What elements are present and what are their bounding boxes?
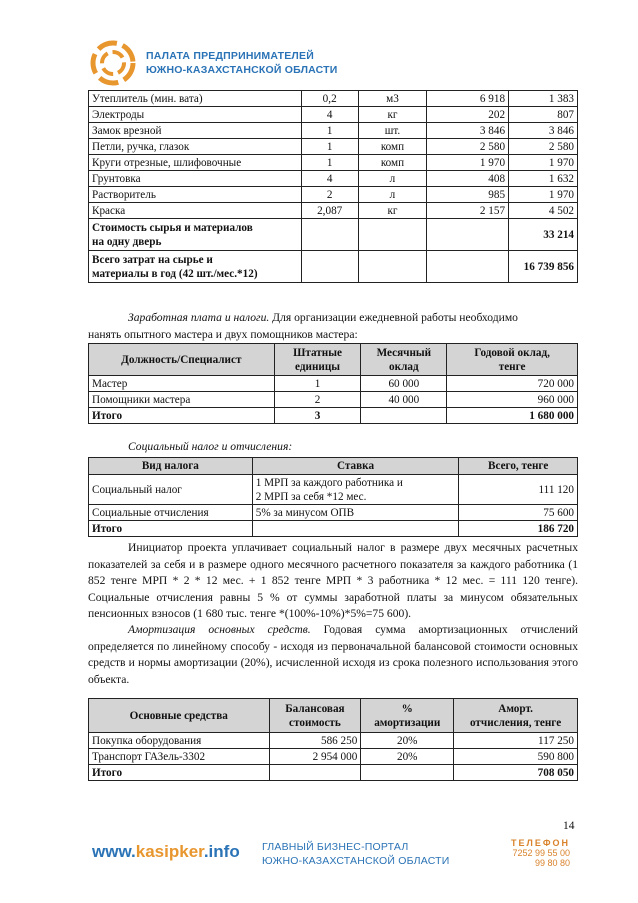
assets-total-cell — [361, 765, 454, 781]
table-row — [89, 392, 578, 408]
chamber-logo-icon — [90, 40, 136, 86]
footer-phone-1: 7252 99 55 00 — [512, 848, 570, 858]
assets-total-cell — [269, 765, 361, 781]
materials-cell: 1 383 — [509, 91, 578, 107]
materials-cell: 1 — [301, 155, 358, 171]
materials-cell: Электроды — [89, 107, 302, 123]
materials-cell: 3 846 — [427, 123, 509, 139]
materials-cell: 807 — [509, 107, 578, 123]
tax-header-rate: Ставка — [252, 458, 459, 475]
table-row — [89, 187, 578, 203]
table-row — [89, 749, 578, 765]
materials-cell: 2 580 — [509, 139, 578, 155]
materials-cell: кг — [358, 203, 427, 219]
tax-row1-name: Социальный налог — [89, 475, 253, 505]
footer-phone — [470, 838, 570, 868]
tax-row1-rate: 1 МРП за каждого работника и 2 МРП за себя *12 мес. — [252, 475, 459, 505]
materials-cell: 6 918 — [427, 91, 509, 107]
materials-total-year-empty — [358, 251, 427, 283]
amortization-italic: Амортизация основных средств. — [128, 623, 311, 636]
assets-table — [88, 698, 578, 781]
materials-total-year-label-l1: Всего затрат на сырье и — [92, 253, 213, 266]
footer-portal-line2: ЮЖНО-КАЗАХСТАНСКОЙ ОБЛАСТИ — [262, 855, 450, 867]
materials-total-door-empty — [427, 219, 509, 251]
assets-cell: 20% — [361, 749, 454, 765]
assets-cell: 590 800 — [454, 749, 578, 765]
materials-cell: 985 — [427, 187, 509, 203]
footer-phone-label: ТЕЛЕФОН — [511, 838, 570, 848]
assets-cell: 586 250 — [269, 733, 361, 749]
tax-explanation: Инициатор проекта уплачивает социальный налог в размере двух месячных расчетных показателей за себя и в размере одного месячного расчетного показателя за каждого работника (1 852 тенге МРП * 2 * 12 мес. + 1 852 тенге МРП * 3 работника * 12 мес. = 111 120 тенге). Социальные отчисления равны 5 % от суммы заработной платы за минусом обязательных пенсионных взносов (1 680 тыс. тенге *(100%-10%)*5%=75 600). — [88, 541, 579, 621]
materials-cell: Круги отрезные, шлифовочные — [89, 155, 302, 171]
salary-cell: 720 000 — [447, 376, 578, 392]
materials-total-door-label-l1: Стоимость сырья и материалов — [92, 221, 253, 234]
materials-cell: 1 — [301, 139, 358, 155]
table-row — [89, 376, 578, 392]
assets-cell: 117 250 — [454, 733, 578, 749]
tax-row1-total: 111 120 — [459, 475, 578, 505]
salary-intro — [88, 310, 578, 343]
salary-total-cell: Итого — [89, 408, 275, 424]
assets-header-amort: Аморт. отчисления, тенге — [454, 699, 578, 733]
footer-phone-2: 99 80 80 — [534, 858, 570, 868]
materials-total-door — [89, 219, 578, 251]
org-name-line1: ПАЛАТА ПРЕДПРИНИМАТЕЛЕЙ — [146, 50, 314, 62]
materials-cell: 4 — [301, 171, 358, 187]
materials-cell: Грунтовка — [89, 171, 302, 187]
materials-cell: 1 632 — [509, 171, 578, 187]
salary-cell: Помощники мастера — [89, 392, 275, 408]
materials-table — [88, 90, 578, 283]
salary-cell: 60 000 — [361, 376, 447, 392]
salary-header-monthly: Месячный оклад — [361, 344, 447, 376]
salary-cell: Мастер — [89, 376, 275, 392]
materials-total-door-value: 33 214 — [509, 219, 578, 251]
materials-cell: шт. — [358, 123, 427, 139]
assets-total-cell: 708 050 — [454, 765, 578, 781]
salary-header-annual: Годовой оклад, тенге — [447, 344, 578, 376]
materials-cell: Петли, ручка, глазок — [89, 139, 302, 155]
tax-header-type: Вид налога — [89, 458, 253, 475]
table-row — [89, 171, 578, 187]
materials-cell: 0,2 — [301, 91, 358, 107]
materials-cell: 1 970 — [509, 155, 578, 171]
table-row — [89, 139, 578, 155]
salary-table — [88, 343, 578, 424]
salary-cell: 40 000 — [361, 392, 447, 408]
tax-total-rate — [252, 521, 459, 537]
assets-cell: 2 954 000 — [269, 749, 361, 765]
materials-cell: 4 — [301, 107, 358, 123]
tax-table — [88, 457, 578, 537]
assets-cell: Транспорт ГАЗель-3302 — [89, 749, 270, 765]
salary-cell: 2 — [274, 392, 361, 408]
org-name-line2: ЮЖНО-КАЗАХСТАНСКОЙ ОБЛАСТИ — [146, 64, 338, 76]
org-name — [146, 49, 338, 77]
materials-total-year-empty — [301, 251, 358, 283]
assets-total-cell: Итого — [89, 765, 270, 781]
materials-total-year — [89, 251, 578, 283]
assets-cell: Покупка оборудования — [89, 733, 270, 749]
table-row — [89, 203, 578, 219]
table-row — [89, 155, 578, 171]
tax-row2-name: Социальные отчисления — [89, 505, 253, 521]
materials-cell: л — [358, 187, 427, 203]
materials-cell: 2 — [301, 187, 358, 203]
materials-cell: комп — [358, 155, 427, 171]
materials-total-year-empty — [427, 251, 509, 283]
materials-total-year-label — [89, 251, 302, 283]
kasipker-logo: www.kasipker.info — [92, 842, 240, 861]
social-tax-heading-text: Социальный налог и отчисления: — [128, 440, 293, 453]
materials-cell: 202 — [427, 107, 509, 123]
salary-total-cell: 3 — [274, 408, 361, 424]
footer-portal — [262, 840, 450, 868]
salary-intro-italic: Заработная плата и налоги. — [128, 311, 270, 324]
materials-cell: Растворитель — [89, 187, 302, 203]
assets-total-row — [89, 765, 578, 781]
materials-cell: м3 — [358, 91, 427, 107]
salary-intro-line2: нанять опытного мастера и двух помощников мастера: — [88, 327, 358, 341]
materials-total-year-value: 16 739 856 — [509, 251, 578, 283]
materials-cell: 3 846 — [509, 123, 578, 139]
materials-cell: 2 157 — [427, 203, 509, 219]
table-row — [89, 91, 578, 107]
materials-total-year-label-l2: материалы в год (42 шт./мес.*12) — [92, 267, 258, 280]
salary-total-cell — [361, 408, 447, 424]
tax-header-total: Всего, тенге — [459, 458, 578, 475]
tax-row2-rate: 5% за минусом ОПВ — [252, 505, 459, 521]
materials-cell: Замок врезной — [89, 123, 302, 139]
materials-cell: л — [358, 171, 427, 187]
materials-cell: 1 970 — [427, 155, 509, 171]
materials-cell: 2 580 — [427, 139, 509, 155]
assets-cell: 20% — [361, 733, 454, 749]
materials-cell: 2,087 — [301, 203, 358, 219]
materials-cell: Утеплитель (мин. вата) — [89, 91, 302, 107]
assets-header-rate: % амортизации — [361, 699, 454, 733]
materials-cell: 4 502 — [509, 203, 578, 219]
salary-header-staff: Штатные единицы — [274, 344, 361, 376]
materials-cell: 1 — [301, 123, 358, 139]
materials-cell: Краска — [89, 203, 302, 219]
materials-cell: 408 — [427, 171, 509, 187]
materials-cell: комп — [358, 139, 427, 155]
materials-total-door-empty — [358, 219, 427, 251]
assets-header-name: Основные средства — [89, 699, 270, 733]
tax-row2-total: 75 600 — [459, 505, 578, 521]
salary-cell: 1 — [274, 376, 361, 392]
table-row — [89, 123, 578, 139]
social-tax-heading — [88, 439, 578, 456]
salary-total-cell: 1 680 000 — [447, 408, 578, 424]
materials-total-door-empty — [301, 219, 358, 251]
materials-total-door-label — [89, 219, 302, 251]
salary-cell: 960 000 — [447, 392, 578, 408]
tax-total-value: 186 720 — [459, 521, 578, 537]
salary-intro-rest: Для организации ежедневной работы необходимо — [269, 311, 518, 324]
page-number: 14 — [563, 820, 575, 832]
salary-total-row — [89, 408, 578, 424]
table-row — [89, 733, 578, 749]
materials-total-door-label-l2: на одну дверь — [92, 235, 162, 248]
table-row — [89, 107, 578, 123]
salary-header-position: Должность/Специалист — [89, 344, 275, 376]
materials-cell: 1 970 — [509, 187, 578, 203]
assets-header-balance: Балансовая стоимость — [269, 699, 361, 733]
materials-cell: кг — [358, 107, 427, 123]
tax-total-label: Итого — [89, 521, 253, 537]
footer-portal-line1: ГЛАВНЫЙ БИЗНЕС-ПОРТАЛ — [262, 841, 409, 853]
amortization-text: Амортизация основных средств. Годовая сумма амортизационных отчислений определяется по линейному способу - исходя из первоначальной балансовой стоимости основных средств и нормы амортизации (20%), исчисленной исходя из срока полезного использования этого объекта. — [88, 623, 579, 686]
